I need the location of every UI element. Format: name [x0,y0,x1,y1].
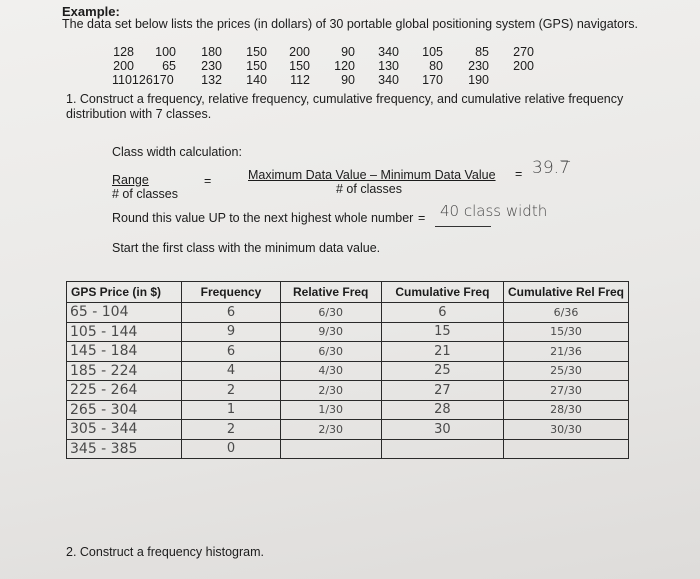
question-1: 1. Construct a frequency, relative frequency, cumulative frequency, and cumulative relative frequency distribution with 7 classes. [66,92,624,121]
relative-freq-cell: 1/30 [280,400,381,420]
cumulative-freq-cell: 28 [381,400,503,420]
table-row [67,439,629,459]
frequency-cell: 0 [182,439,280,459]
data-value: 200 [113,59,134,73]
data-value: 128 [113,45,134,59]
table-row [67,420,629,440]
cumulative-rel-freq-cell: 15/30 [503,322,628,342]
relative-freq-cell: 9/30 [280,322,381,342]
answer-underline [435,226,491,227]
question-2: 2. Construct a frequency histogram. [66,545,265,559]
cumulative-rel-freq-cell: 25/30 [503,361,628,381]
frequency-cell: 1 [182,400,280,420]
data-value: 112 [290,73,310,87]
cumulative-rel-freq-cell: 30/30 [503,420,628,440]
data-value: 270 [513,45,534,59]
handwritten-class-width-result: 39.7̅ [532,158,570,178]
relative-freq-cell: 2/30 [280,420,381,440]
cumulative-rel-freq-cell: 21/36 [503,342,628,362]
range-label: Range [112,173,149,187]
cumulative-freq-cell: 15 [381,322,503,342]
table-row [67,303,629,323]
class-range-cell: 225 - 264 [67,381,182,401]
frequency-cell: 6 [182,303,280,323]
equals-sign-3: = [418,211,426,225]
table-row [67,342,629,362]
data-value: 230 [468,59,489,73]
relative-freq-cell: 4/30 [280,361,381,381]
cumulative-freq-cell: 30 [381,420,503,440]
data-value: 340 [378,73,399,87]
table-row [67,381,629,401]
class-range-cell: 345 - 385 [67,439,182,459]
table-row [67,361,629,381]
data-value: 200 [513,59,534,73]
data-value: 180 [201,45,222,59]
header-cumulative-rel-freq: Cumulative Rel Freq [503,282,628,303]
formula-numerator: Maximum Data Value – Minimum Data Value [248,168,496,182]
frequency-table [66,281,629,459]
data-value: 170 [422,73,443,87]
data-value: 65 [162,59,176,73]
class-range-cell: 185 - 224 [67,361,182,381]
frequency-cell: 4 [182,361,280,381]
data-value: 105 [422,45,443,59]
cumulative-rel-freq-cell [503,439,628,459]
class-width-label: Class width calculation: [112,145,242,159]
data-value: 90 [341,73,355,87]
class-range-cell: 145 - 184 [67,342,182,362]
cumulative-rel-freq-cell: 27/30 [503,381,628,401]
table-row [67,322,629,342]
relative-freq-cell: 6/30 [280,342,381,362]
cumulative-freq-cell: 27 [381,381,503,401]
relative-freq-cell: 6/30 [280,303,381,323]
classes-label: # of classes [112,187,179,201]
frequency-cell: 6 [182,342,280,362]
cumulative-rel-freq-cell: 6/36 [503,303,628,323]
data-value: 230 [201,59,222,73]
cumulative-freq-cell: 21 [381,342,503,362]
cumulative-freq-cell [381,439,503,459]
data-value: 140 [246,73,267,87]
relative-freq-cell: 2/30 [280,381,381,401]
class-range-cell: 105 - 144 [67,322,182,342]
class-range-cell: 305 - 344 [67,420,182,440]
data-value: 132 [201,73,222,87]
data-value: 150 [246,45,267,59]
data-value: 120 [334,59,355,73]
header-frequency: Frequency [182,282,280,303]
data-value: 90 [341,45,355,59]
table-header-row [67,282,629,303]
frequency-cell: 2 [182,381,280,401]
data-value: 340 [378,45,399,59]
frequency-cell: 2 [182,420,280,440]
class-range-cell: 265 - 304 [67,400,182,420]
formula-denominator: # of classes [336,182,403,196]
data-value: 190 [468,73,489,87]
header-relative-freq: Relative Freq [280,282,381,303]
cumulative-rel-freq-cell: 28/30 [503,400,628,420]
frequency-cell: 9 [182,322,280,342]
intro-text: The data set below lists the prices (in dollars) of 30 portable global positioning system (GPS) navigators. [62,17,638,31]
data-value: 150 [246,59,267,73]
data-value: 150 [289,59,310,73]
equals-sign-2: = [515,167,523,181]
cumulative-freq-cell: 25 [381,361,503,381]
start-instruction: Start the first class with the minimum data value. [112,241,381,255]
data-value: 200 [289,45,310,59]
data-value: 130 [378,59,399,73]
data-value: 85 [475,45,489,59]
header-cumulative-freq: Cumulative Freq [381,282,503,303]
handwritten-class-width: 40 class width [440,202,548,220]
example-title: Example: [62,4,120,19]
table-row [67,400,629,420]
class-range-cell: 65 - 104 [67,303,182,323]
header-gps-price: GPS Price (in $) [67,282,182,303]
cumulative-freq-cell: 6 [381,303,503,323]
data-value: 110126170 [112,73,174,87]
round-instruction: Round this value UP to the next highest whole number [112,211,414,225]
relative-freq-cell [280,439,381,459]
data-value: 100 [155,45,176,59]
data-value: 80 [429,59,443,73]
equals-sign: = [204,174,212,188]
